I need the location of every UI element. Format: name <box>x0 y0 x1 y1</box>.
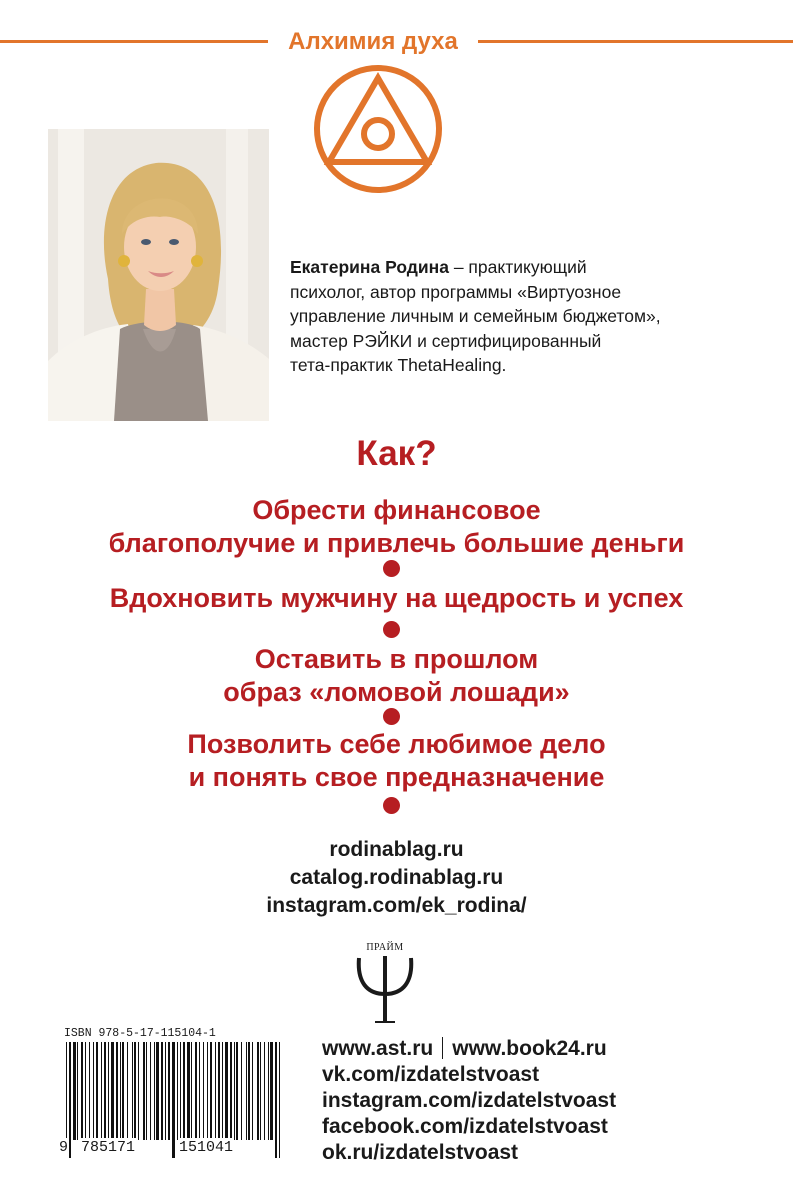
barcode-bar <box>268 1042 269 1140</box>
author-name: Екатерина Родина <box>290 257 449 277</box>
barcode-bar <box>195 1042 197 1140</box>
series-rule-right <box>476 40 793 43</box>
barcode-bar <box>154 1042 155 1140</box>
barcode-bar <box>96 1042 98 1140</box>
barcode-bar <box>101 1042 102 1140</box>
barcode-bar <box>187 1042 190 1140</box>
instagram-link[interactable]: instagram.com/izdatelstvoast <box>322 1089 617 1112</box>
barcode-bar <box>165 1042 166 1140</box>
barcode-bar <box>236 1042 238 1140</box>
barcode-bar <box>222 1042 223 1140</box>
barcode-bar <box>234 1042 235 1140</box>
barcode-bar <box>156 1042 159 1140</box>
bullet-dot-icon <box>383 797 400 814</box>
how-item-inspire: Вдохновить мужчину на щедрость и успех <box>109 583 684 613</box>
author-links <box>0 836 793 920</box>
barcode-bar <box>122 1042 124 1140</box>
site-link-book24[interactable]: www.book24.ru <box>452 1037 607 1060</box>
barcode-bar <box>180 1042 181 1140</box>
how-item-finance: Обрести финансовое благополучие и привлечь большие деньги <box>108 495 685 558</box>
barcode-bar <box>73 1042 76 1140</box>
bio-line: тета-практик ThetaHealing. <box>290 355 507 375</box>
barcode-bar <box>138 1042 139 1140</box>
barcode-bar <box>134 1042 136 1140</box>
barcode-bar <box>230 1042 232 1140</box>
barcode-bar <box>260 1042 261 1140</box>
barcode-bar <box>146 1042 147 1140</box>
isbn-label: ISBN 978-5-17-115104-1 <box>64 1027 216 1040</box>
barcode-bar <box>270 1042 273 1140</box>
barcode-bar <box>161 1042 163 1140</box>
barcode-bar <box>81 1042 83 1140</box>
series-title: Алхимия духа <box>268 27 478 57</box>
bio-line: Екатерина Родина – практикующий <box>290 257 587 277</box>
barcode-bar <box>257 1042 259 1140</box>
bio-line: мастер РЭЙКИ и сертифицированный <box>290 330 602 351</box>
author-link[interactable]: instagram.com/ek_rodina/ <box>266 894 527 917</box>
barcode-bar <box>246 1042 247 1140</box>
author-bio <box>290 255 760 378</box>
barcode-bar <box>199 1042 200 1140</box>
psi-trident-icon <box>345 942 425 1024</box>
series-rule-left <box>0 40 270 43</box>
circle-triangle-emblem-icon <box>311 62 445 196</box>
vk-link[interactable]: vk.com/izdatelstvoast <box>322 1063 540 1086</box>
author-link[interactable]: rodinablag.ru <box>329 838 464 861</box>
barcode-bar <box>210 1042 212 1140</box>
author-portrait-photo <box>48 129 269 421</box>
author-link[interactable]: catalog.rodinablag.ru <box>289 866 504 889</box>
barcode-bar <box>177 1042 178 1140</box>
barcode-bar <box>183 1042 185 1140</box>
bio-line: психолог, автор программы «Виртуозное <box>290 281 622 302</box>
how-item-purpose: Позволить себе любимое дело и понять свое предназначение <box>187 729 606 792</box>
barcode-bar <box>191 1042 192 1140</box>
barcode-bar <box>116 1042 118 1140</box>
barcode-bar <box>248 1042 250 1140</box>
barcode-bar <box>143 1042 145 1140</box>
barcode-bar <box>77 1042 78 1140</box>
facebook-link[interactable]: facebook.com/izdatelstvoast <box>322 1115 608 1138</box>
barcode-bar <box>215 1042 216 1140</box>
barcode-bar <box>168 1042 170 1140</box>
barcode-bar <box>132 1042 133 1140</box>
publisher-logo-text: ПРАЙМ <box>366 942 404 953</box>
barcode-bar <box>241 1042 242 1140</box>
how-item-leave-past: Оставить в прошлом образ «ломовой лошади» <box>223 644 570 707</box>
isbn-digits-right: 151041 <box>179 1139 234 1156</box>
barcode-bar <box>207 1042 208 1140</box>
barcode-bar <box>85 1042 86 1140</box>
divider <box>442 1037 443 1059</box>
site-link-ast[interactable]: www.ast.ru <box>322 1037 434 1060</box>
barcode-bar <box>203 1042 204 1140</box>
barcode-bar <box>108 1042 109 1140</box>
isbn-digits-left: 785171 <box>81 1139 136 1156</box>
how-heading: Как? <box>356 434 437 473</box>
barcode-bar <box>111 1042 114 1140</box>
barcode-bar <box>89 1042 90 1140</box>
barcode-bar <box>252 1042 253 1140</box>
barcode-bar <box>104 1042 106 1140</box>
contacts-sites-row <box>322 1036 762 1062</box>
bio-line: управление личным и семейным бюджетом», <box>290 306 661 326</box>
barcode-bar <box>127 1042 128 1140</box>
ok-link[interactable]: ok.ru/izdatelstvoast <box>322 1141 519 1164</box>
publisher-contacts <box>322 1036 762 1166</box>
barcode-bar <box>264 1042 265 1140</box>
isbn-digit-lead: 9 <box>59 1139 69 1156</box>
barcode-bar <box>150 1042 151 1140</box>
barcode-bar <box>93 1042 94 1140</box>
bullet-dot-icon <box>383 708 400 725</box>
barcode-bar <box>120 1042 121 1140</box>
barcode-bar <box>218 1042 220 1140</box>
barcode-bar <box>225 1042 228 1140</box>
bullet-dot-icon <box>383 560 400 577</box>
isbn-digits <box>58 1138 288 1158</box>
bullet-dot-icon <box>383 621 400 638</box>
